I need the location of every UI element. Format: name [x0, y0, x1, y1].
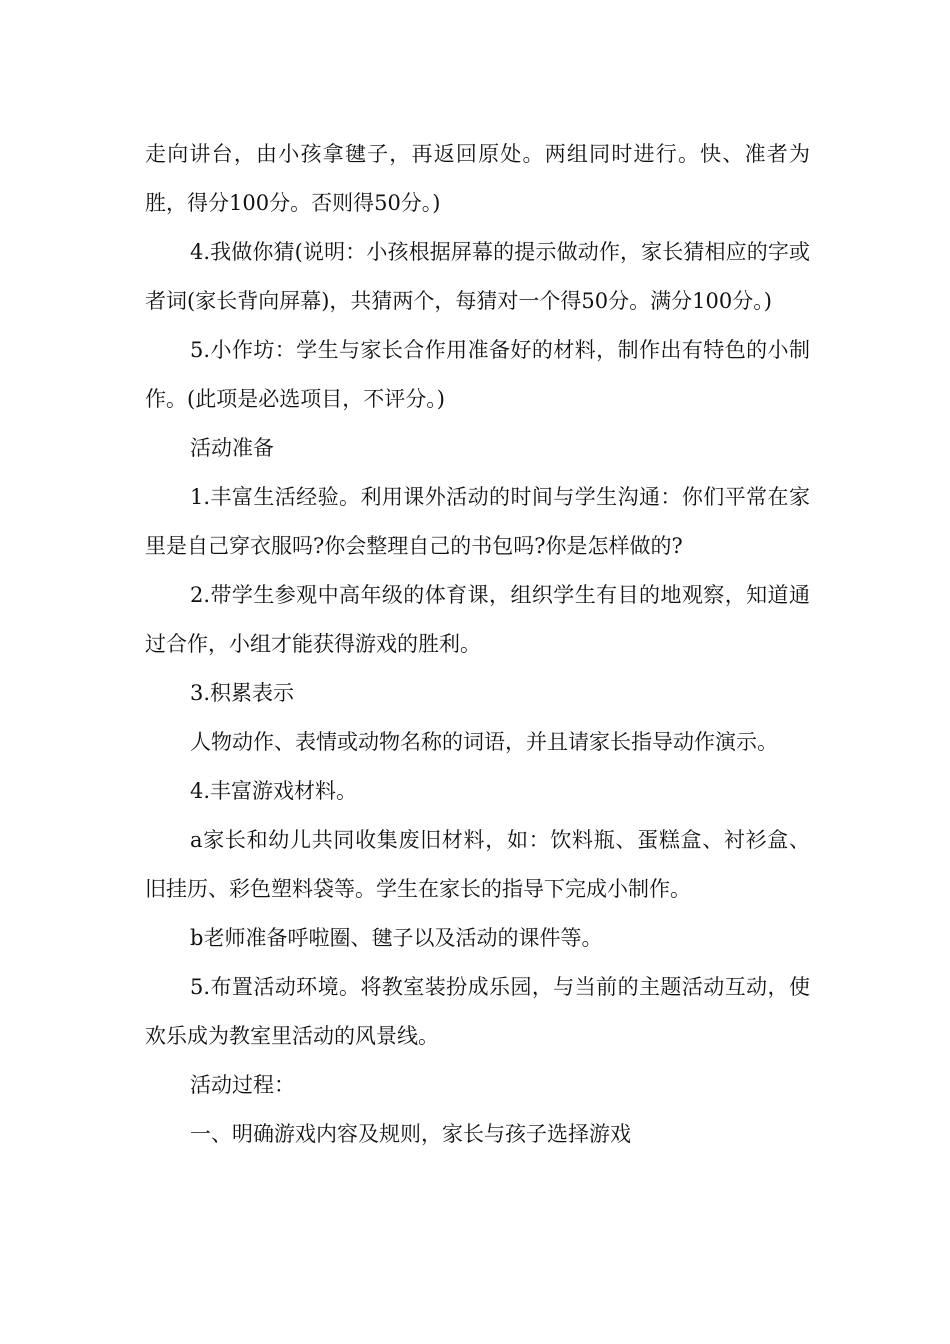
paragraph-2: 4.我做你猜(说明：小孩根据屏幕的提示做动作，家长猜相应的字或者词(家长背向屏幕)，共猜两个，每猜对一个得50分。满分100分。): [145, 240, 810, 313]
paragraph-8: 人物动作、表情或动物名称的词语，并且请家长指导动作演示。: [190, 730, 778, 754]
paragraph-1: 走向讲台，由小孩拿毽子，再返回原处。两组同时进行。快、准者为胜，得分100分。否则得50分。): [145, 142, 810, 215]
paragraph-11: b老师准备呼啦圈、毽子以及活动的课件等。: [190, 926, 603, 950]
paragraph-10: a家长和幼儿共同收集废旧材料，如：饮料瓶、蛋糕盒、衬衫盒、旧挂历、彩色塑料袋等。学生在家长的指导下完成小制作。: [145, 828, 810, 901]
paragraph-3: 5.小作坊：学生与家长合作用准备好的材料，制作出有特色的小制作。(此项是必选项目，不评分。): [145, 338, 810, 411]
paragraph-7: 3.积累表示: [190, 681, 295, 705]
document-body: [145, 130, 810, 1159]
section-heading-activity-preparation: 活动准备: [190, 436, 274, 460]
paragraph-6: 2.带学生参观中高年级的体育课，组织学生有目的地观察，知道通过合作，小组才能获得游戏的胜利。: [145, 583, 810, 656]
section-heading-activity-process: 活动过程：: [190, 1073, 295, 1097]
paragraph-5: 1.丰富生活经验。利用课外活动的时间与学生沟通：你们平常在家里是自己穿衣服吗?你会整理自己的书包吗?你是怎样做的?: [145, 485, 810, 558]
paragraph-14: 一、明确游戏内容及规则，家长与孩子选择游戏: [190, 1122, 631, 1146]
paragraph-9: 4.丰富游戏材料。: [190, 779, 358, 803]
paragraph-12: 5.布置活动环境。将教室装扮成乐园，与当前的主题活动互动，使欢乐成为教室里活动的风景线。: [145, 975, 810, 1048]
